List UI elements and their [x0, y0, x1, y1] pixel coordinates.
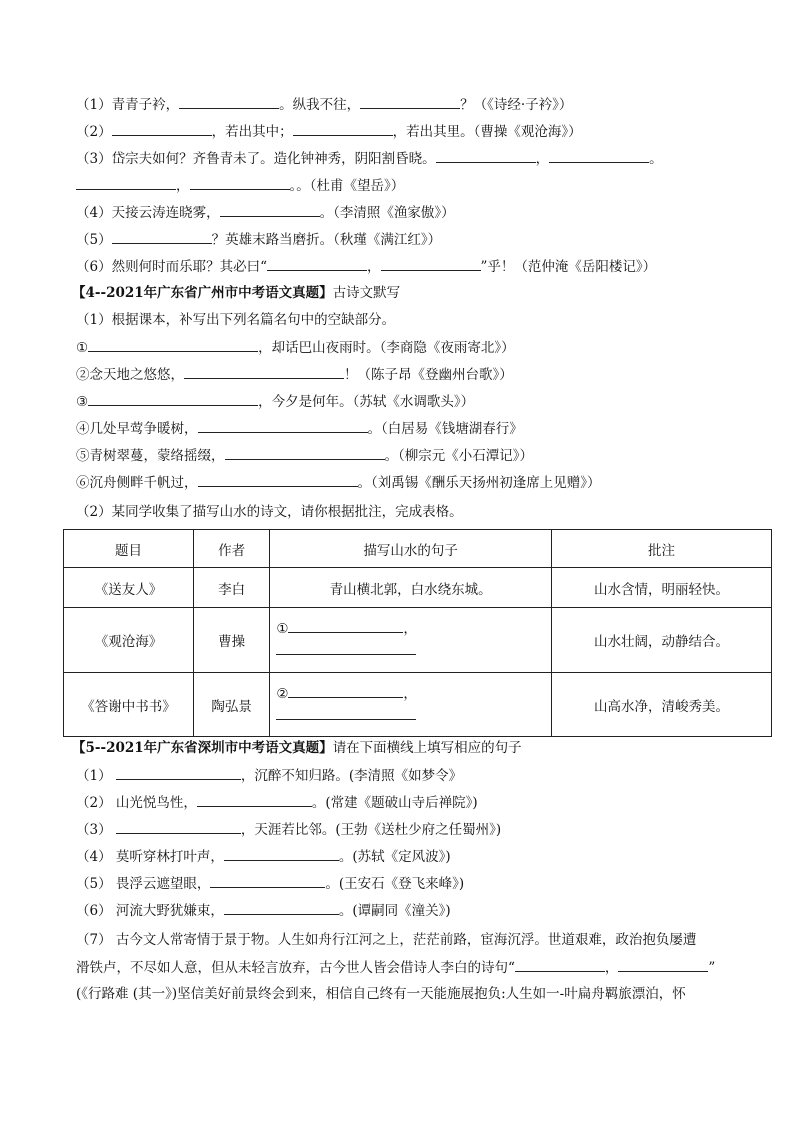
answer-blank[interactable]: [88, 392, 258, 406]
q4-line: （4）天接云涛连晓雾， 。（李清照《渔家傲》）: [76, 205, 455, 221]
answer-blank[interactable]: [112, 230, 212, 244]
table-cell: 《答谢中书书》: [64, 673, 194, 737]
answer-blank[interactable]: [276, 706, 416, 720]
q2-line: （2） ，若出其中； ，若出其里。（曹操《观沧海》）: [76, 124, 582, 140]
table-cell-blank: ② ，: [270, 673, 552, 737]
table-cell: 《送友人》: [64, 568, 194, 608]
table-header: 作者: [193, 530, 269, 568]
answer-blank[interactable]: [225, 446, 385, 460]
answer-blank[interactable]: [220, 203, 320, 217]
answer-blank[interactable]: [210, 874, 325, 888]
sec5-q6: （6） 河流大野犹嫌束， 。(谭嗣同《潼关》): [76, 903, 451, 919]
answer-blank[interactable]: [224, 847, 339, 861]
answer-blank[interactable]: [88, 338, 258, 352]
sec4-item3: ③ ，今夕是何年。（苏轼《水调歌头》）: [76, 394, 475, 410]
table-cell-blank: ① ，: [270, 608, 552, 673]
answer-blank[interactable]: [116, 766, 241, 780]
answer-blank[interactable]: [116, 820, 241, 834]
sec5-q7-line1: （7） 古今文人常寄情于景于物。人生如舟行江河之上，茫茫前路，宦海沉浮。世道艰难，政治抱负屡遭: [76, 932, 697, 948]
q3-line2: ， 。。（杜甫《望岳》）: [76, 176, 404, 195]
sec4-sub2: （2）某同学收集了描写山水的诗文，请你根据批注，完成表格。: [76, 504, 463, 520]
table-cell: 山高水净，清峻秀美。: [551, 673, 771, 737]
section-5-heading: 【5--2021年广东省深圳市中考语文真题】请在下面横线上填写相应的句子: [72, 740, 522, 756]
table-cell: 《观沧海》: [64, 608, 194, 673]
sec4-item6: ⑥沉舟侧畔千帆过， 。（刘禹锡《酬乐天扬州初逢席上见赠》）: [76, 475, 601, 491]
sec5-q2: （2） 山光悦鸟性， 。(常建《题破山寺后禅院》): [76, 795, 478, 811]
answer-blank[interactable]: [549, 149, 649, 163]
sec4-sub1: （1）根据课本，补写出下列名篇名句中的空缺部分。: [76, 312, 396, 328]
answer-blank[interactable]: [224, 901, 339, 915]
q1-line: （1）青青子衿， 。纵我不往， ？（《诗经·子衿》）: [76, 97, 573, 113]
answer-blank[interactable]: [184, 365, 344, 379]
answer-blank[interactable]: [179, 95, 279, 109]
sec5-q1: （1） ，沉醉不知归路。(李清照《如梦令》: [76, 768, 463, 784]
sec5-q5: （5） 畏浮云遮望眼， 。(王安石《登飞来峰》): [76, 876, 465, 892]
answer-blank[interactable]: [112, 122, 212, 136]
poetry-table: [63, 529, 772, 737]
answer-blank[interactable]: [618, 958, 708, 972]
table-header-row: [64, 530, 772, 568]
table-cell: 青山横北郭，白水绕东城。: [270, 568, 552, 608]
table-row: [64, 608, 772, 673]
table-row: [64, 568, 772, 608]
answer-blank[interactable]: [515, 958, 605, 972]
answer-blank[interactable]: [288, 684, 403, 698]
table-cell: 山水含情，明丽轻快。: [551, 568, 771, 608]
answer-blank[interactable]: [267, 257, 367, 271]
sec4-item4: ④几处早莺争暖树， 。（白居易《钱塘湖春行》: [76, 421, 523, 437]
answer-blank[interactable]: [190, 176, 290, 190]
answer-blank[interactable]: [293, 122, 393, 136]
sec5-q7-line2: 滑铁卢，不尽如人意，但从未轻言放弃，古今世人皆会借诗人李白的诗句“ ， ”: [76, 960, 716, 976]
table-cell: 李白: [193, 568, 269, 608]
sec4-item2: ②念天地之悠悠， ！（陈子昂《登幽州台歌》）: [76, 367, 513, 383]
sec4-item1: ① ，却话巴山夜雨时。（李商隐《夜雨寄北》）: [76, 340, 515, 356]
answer-blank[interactable]: [197, 793, 312, 807]
q6-line: （6）然则何时而乐耶？其必曰“ ， ”乎！（范仲淹《岳阳楼记》）: [76, 259, 657, 275]
answer-blank[interactable]: [436, 149, 536, 163]
answer-blank[interactable]: [198, 473, 358, 487]
table-cell: 陶弘景: [193, 673, 269, 737]
answer-blank[interactable]: [288, 619, 403, 633]
table-header: 批注: [551, 530, 771, 568]
answer-blank[interactable]: [198, 419, 368, 433]
sec5-q7-line3: (《行路难 (其一》)坚信美好前景终会到来，相信自己终有一天能施展抱负:人生如一-叶扁舟羁旅漂泊，怀: [76, 986, 686, 1002]
table-header: 描写山水的句子: [270, 530, 552, 568]
q3-line1: （3）岱宗夫如何？齐鲁青未了。造化钟神秀，阴阳割昏晓。 ， 。: [76, 151, 663, 167]
answer-blank[interactable]: [276, 641, 416, 655]
sec4-item5: ⑤青树翠蔓，蒙络摇缀， 。（柳宗元《小石潭记》）: [76, 448, 533, 464]
sec5-q4: （4） 莫听穿林打叶声， 。(苏轼《定风波》): [76, 849, 451, 865]
q5-line: （5） ？英雄末路当磨折。（秋瑾《满江红》）: [76, 232, 442, 248]
section-4-heading: 【4--2021年广东省广州市中考语文真题】古诗文默写: [72, 285, 401, 301]
table-header: 题目: [64, 530, 194, 568]
sec5-q3: （3） ，天涯若比邻。(王勃《送杜少府之任蜀州》): [76, 822, 502, 838]
answer-blank[interactable]: [381, 257, 481, 271]
table-row: [64, 673, 772, 737]
answer-blank[interactable]: [76, 176, 176, 190]
table-cell: 曹操: [193, 608, 269, 673]
table-cell: 山水壮阔，动静结合。: [551, 608, 771, 673]
answer-blank[interactable]: [360, 95, 460, 109]
